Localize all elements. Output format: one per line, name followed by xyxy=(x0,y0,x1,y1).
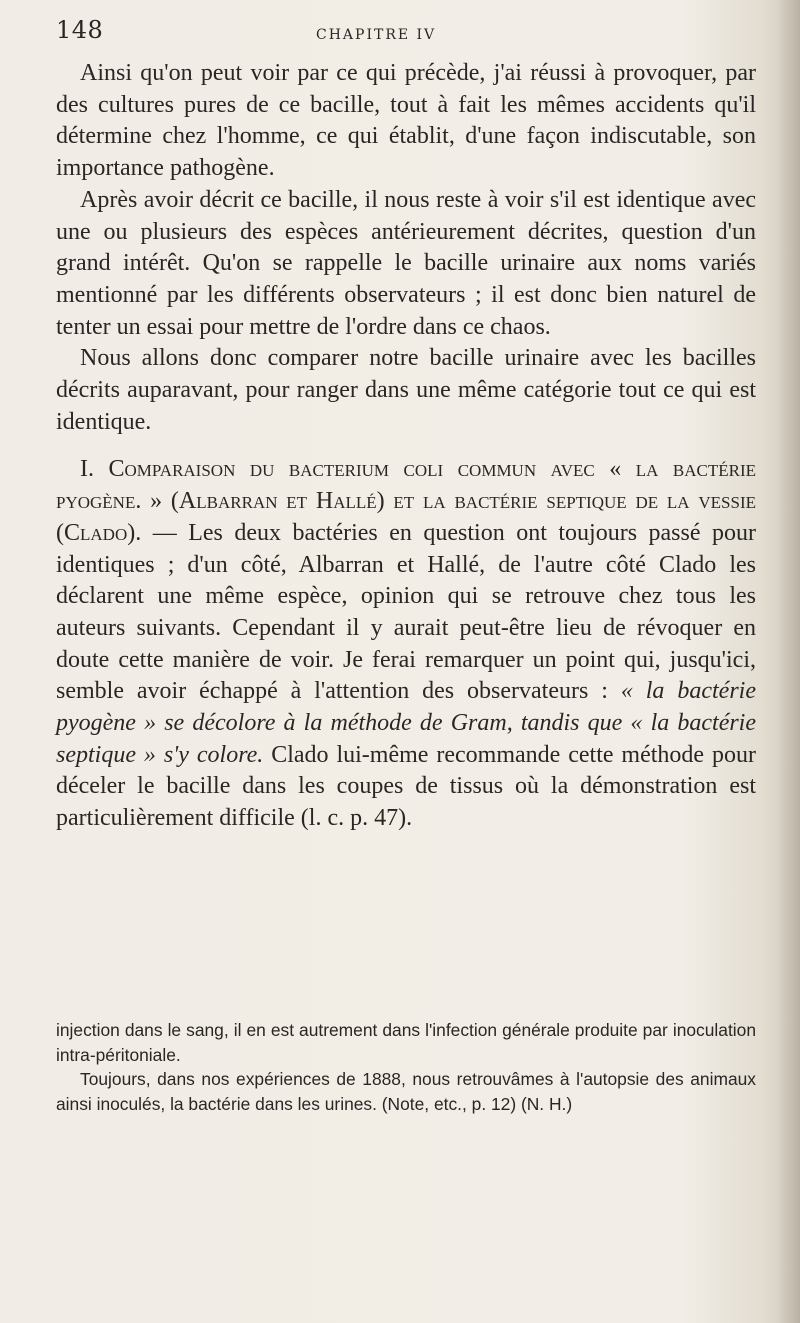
paragraph-4 xyxy=(56,454,756,834)
main-text xyxy=(56,58,756,835)
page-number: 148 xyxy=(56,16,104,44)
paragraph-3: Nous allons donc comparer notre bacille urinaire avec les bacilles décrits auparavant, pour ranger dans une même catégorie tout ce qui est identique. xyxy=(56,345,756,435)
footnote-line-1: injection dans le sang, il en est autrement dans l'infection générale produite par inoculation intra-péritoniale. xyxy=(56,1020,756,1065)
page-edge-shadow xyxy=(778,0,800,1323)
footnote xyxy=(56,1018,756,1116)
page-header xyxy=(56,16,756,56)
paragraph-4-text-b: Clado lui-même recommande cette méthode pour déceler le bacille dans les coupes de tissus où la démonstration est particulièrement difficile (l. c. p. 47). xyxy=(56,741,756,832)
section-heading: I. Comparaison du bacterium coli commun avec « la bactérie pyogène. » (Albarran et Hallé) et la bactérie septique de la vessie (Clado). xyxy=(56,456,756,546)
footnote-line-2: Toujours, dans nos expériences de 1888, nous retrouvâmes à l'autopsie des animaux ainsi inoculés, la bactérie dans les urines. (Note, etc., p. 12) (N. H.) xyxy=(56,1069,756,1114)
paragraph-2: Après avoir décrit ce bacille, il nous reste à voir s'il est identique avec une ou plusieurs des espèces antérieurement décrites, question d'un grand intérêt. Qu'on se rappelle le bacille urinaire aux noms variés mentionné par les différents observateurs ; il est donc bien naturel de tenter un essai pour mettre de l'ordre dans ce chaos. xyxy=(56,186,756,340)
paragraph-1: Ainsi qu'on peut voir par ce qui précède, j'ai réussi à provoquer, par des cultures pures de ce bacille, tout à fait les mêmes accidents qu'il détermine chez l'homme, ce qui établit, d'une façon indiscutable, son importance pathogène. xyxy=(56,60,756,182)
paragraph-4-text-a: — Les deux bactéries en question ont toujours passé pour identiques ; d'un côté, Albarran et Hallé, de l'autre côté Clado les déclarent une même espèce, opinion qui se retrouve chez tous les auteurs suivants. Cependant il y aurait peut-être lieu de révoquer en doute cette manière de voir. Je ferai remarquer un point qui, jusqu'ici, semble avoir échappé à l'attention des observateurs : xyxy=(56,519,756,705)
paragraph-4-italic: « la bactérie pyogène » se décolore à la méthode de Gram, tandis que « la bactérie septique » s'y colore. xyxy=(56,678,756,768)
running-head: CHAPITRE IV xyxy=(316,27,437,43)
